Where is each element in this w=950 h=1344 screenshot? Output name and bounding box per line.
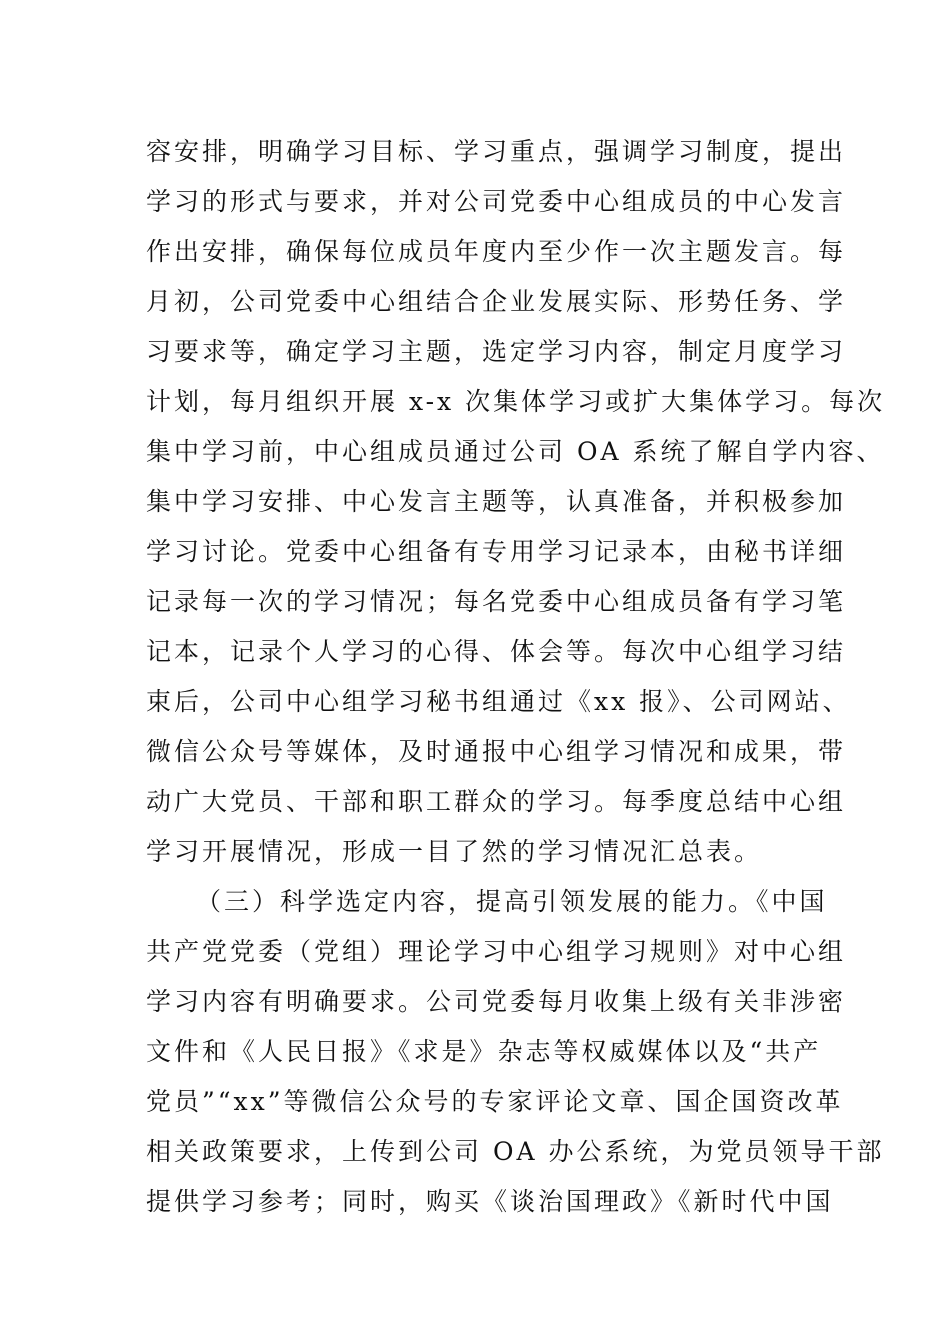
text-line: 计划，每月组织开展 x-x 次集体学习或扩大集体学习。每次 [146,387,886,416]
text-line: 记本，记录个人学习的心得、体会等。每次中心组学习结 [146,637,847,666]
text-line: 学习内容有明确要求。公司党委每月收集上级有关非涉密 [146,987,847,1016]
text-line: 作出安排，确保每位成员年度内至少作一次主题发言。每 [146,237,847,266]
text-line: 束后，公司中心组学习秘书组通过《xx 报》、公司网站、 [146,687,851,716]
text-line: 学习的形式与要求，并对公司党委中心组成员的中心发言 [146,187,847,216]
text-line: 文件和《人民日报》《求是》杂志等权威媒体以及“共产 [146,1037,822,1066]
text-line: 微信公众号等媒体，及时通报中心组学习情况和成果，带 [146,737,847,766]
text-line: 相关政策要求，上传到公司 OA 办公系统，为党员领导干部 [146,1137,885,1166]
text-line: 月初，公司党委中心组结合企业发展实际、形势任务、学 [146,287,847,316]
text-line: 记录每一次的学习情况；每名党委中心组成员备有学习笔 [146,587,847,616]
text-line: 集中学习前，中心组成员通过公司 OA 系统了解自学内容、 [146,437,885,466]
text-line: 学习开展情况，形成一目了然的学习情况汇总表。 [146,837,763,866]
text-line-paragraph-start: （三）科学选定内容，提高引领发展的能力。《中国 [196,887,828,916]
text-line: 习要求等，确定学习主题，选定学习内容，制定月度学习 [146,337,847,366]
text-line: 提供学习参考；同时，购买《谈治国理政》《新时代中国 [146,1187,834,1216]
text-line: 共产党党委（党组）理论学习中心组学习规则》对中心组 [146,937,847,966]
text-line: 集中学习安排、中心发言主题等，认真准备，并积极参加 [146,487,847,516]
text-line: 容安排，明确学习目标、学习重点，强调学习制度，提出 [146,137,847,166]
text-line: 动广大党员、干部和职工群众的学习。每季度总结中心组 [146,787,847,816]
text-line: 党员”“xx”等微信公众号的专家评论文章、国企国资改革 [146,1087,844,1116]
text-line: 学习讨论。党委中心组备有专用学习记录本，由秘书详细 [146,537,847,566]
